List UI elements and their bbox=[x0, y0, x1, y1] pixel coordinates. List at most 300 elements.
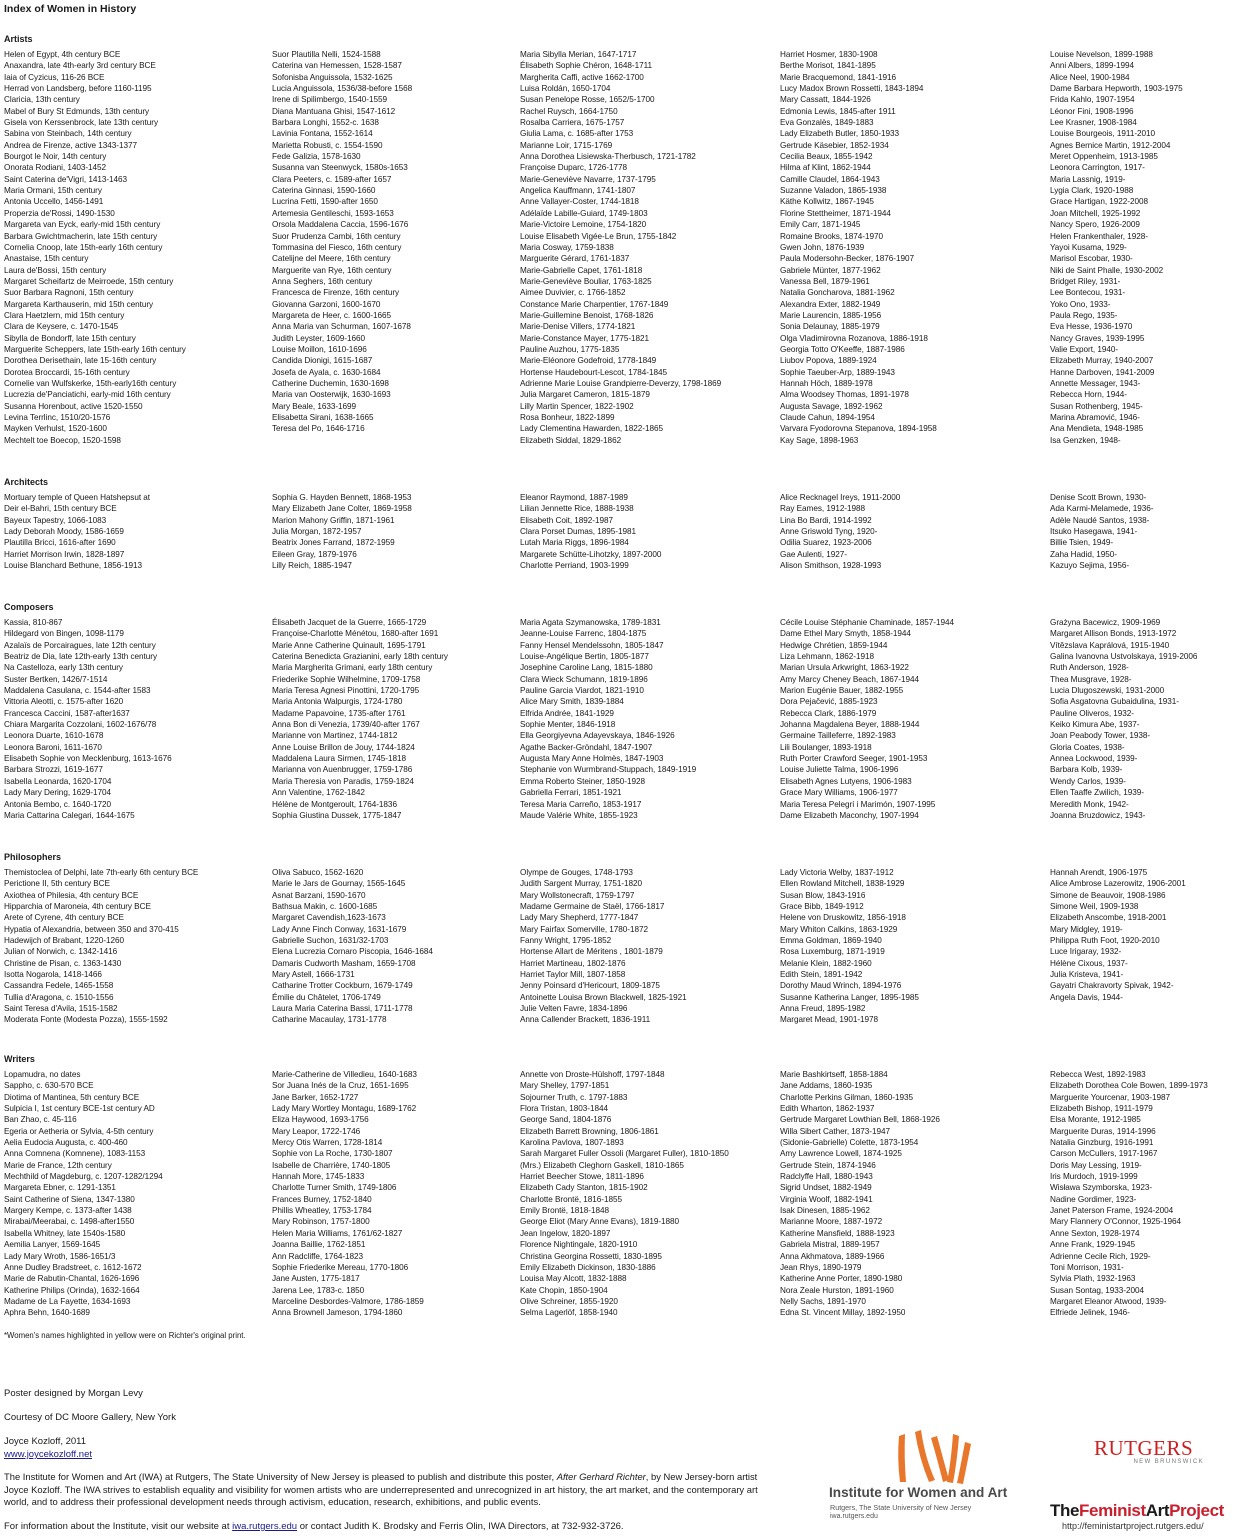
index-entry: Ada Karmi-Melamede, 1936- bbox=[1050, 504, 1154, 514]
index-entry: Beatrix Jones Farrand, 1872-1959 bbox=[272, 538, 395, 548]
index-entry: Julian of Norwich, c. 1342-1416 bbox=[4, 947, 118, 957]
index-entry: Maria Teresa Agnesi Pinottini, 1720-1795 bbox=[272, 686, 420, 696]
index-entry: Gertrude Margaret Lowthian Bell, 1868-1926 bbox=[780, 1115, 940, 1125]
index-entry: Susanna van Steenwyck, 1580s-1653 bbox=[272, 163, 408, 173]
index-entry: Marie Bashkirtseff, 1858-1884 bbox=[780, 1070, 888, 1079]
institute-website-link[interactable]: iwa.rutgers.edu bbox=[232, 1521, 298, 1532]
feminist-art-project-logo bbox=[1050, 1501, 1224, 1531]
index-entry: Maria Cosway, 1759-1838 bbox=[520, 242, 614, 252]
index-entry: Pauline Garcia Viardot, 1821-1910 bbox=[520, 686, 644, 696]
index-entry: Marie-Catherine de Villedieu, 1640-1683 bbox=[272, 1070, 417, 1079]
index-entry: (Mrs.) Elizabeth Cleghorn Gaskell, 1810-1865 bbox=[520, 1160, 684, 1170]
index-entry: Charlotte Perkins Gilman, 1860-1935 bbox=[780, 1092, 913, 1102]
index-entry: Fanny Hensel Mendelssohn, 1805-1847 bbox=[520, 640, 664, 650]
index-entry: Margareta Ebner, c. 1291-1351 bbox=[4, 1183, 116, 1193]
index-entry: Marie-Constance Mayer, 1775-1821 bbox=[520, 333, 650, 343]
index-entry: Niki de Saint Phalle, 1930-2002 bbox=[1050, 265, 1164, 275]
index-entry: Annea Lockwood, 1939- bbox=[1050, 754, 1138, 764]
index-entry: Barbara Gwichtmacherin, late 15th century bbox=[4, 231, 158, 241]
index-entry: Marie le Jars de Gournay, 1565-1645 bbox=[272, 879, 406, 889]
index-column bbox=[1050, 617, 1232, 821]
index-entry: Helen of Egypt, 4th century BCE bbox=[4, 50, 121, 59]
page-title: Index of Women in History bbox=[4, 3, 137, 15]
writers-columns bbox=[4, 1069, 1232, 1319]
index-entry: Plautilla Bricci, 1616-after 1690 bbox=[4, 538, 116, 548]
index-column bbox=[780, 492, 1050, 571]
index-entry: Lucia Anguissola, 1536/38-before 1568 bbox=[272, 84, 413, 94]
index-column bbox=[1050, 867, 1232, 1026]
index-entry: Louise Bourgeois, 1911-2010 bbox=[1050, 129, 1156, 139]
index-entry: Constance Marie Charpentier, 1767-1849 bbox=[520, 299, 669, 309]
index-entry: Marie de France, 12th century bbox=[4, 1160, 112, 1170]
index-entry: Lee Krasner, 1908-1984 bbox=[1050, 118, 1137, 128]
index-entry: Sigrid Undset, 1882-1949 bbox=[780, 1183, 872, 1193]
index-entry: Vítězslava Kaprálová, 1915-1940 bbox=[1050, 640, 1170, 650]
index-entry: Melanie Klein, 1882-1960 bbox=[780, 958, 872, 968]
index-entry: Radclyffe Hall, 1880-1943 bbox=[780, 1172, 873, 1182]
index-entry: Camille Claudel, 1864-1943 bbox=[780, 174, 880, 184]
index-entry: Lucrezia de'Panciatichi, early-mid 16th century bbox=[4, 390, 171, 400]
index-entry: Clara Porset Dumas, 1895-1981 bbox=[520, 527, 636, 537]
index-entry: Sophie Menter, 1846-1918 bbox=[520, 720, 616, 730]
index-entry: Carson McCullers, 1917-1967 bbox=[1050, 1149, 1158, 1159]
index-entry: Lady Anne Finch Conway, 1631-1679 bbox=[272, 924, 407, 934]
index-entry: Elizabeth Bishop, 1911-1979 bbox=[1050, 1104, 1153, 1114]
index-entry: Lina Bo Bardi, 1914-1992 bbox=[780, 515, 872, 525]
index-entry: Lilly Reich, 1885-1947 bbox=[272, 561, 352, 571]
rutgers-subtitle: NEW BRUNSWICK bbox=[1133, 1459, 1204, 1465]
index-entry: Odilia Suarez, 1923-2006 bbox=[780, 538, 872, 548]
index-entry: Anaxandra, late 4th-early 3rd century BCE bbox=[4, 61, 156, 71]
index-entry: Isa Genzken, 1948- bbox=[1050, 435, 1121, 445]
index-entry: Dame Elizabeth Maconchy, 1907-1994 bbox=[780, 810, 919, 820]
index-entry: Olga Vladimirovna Rozanova, 1886-1918 bbox=[780, 333, 928, 343]
iwa-url: iwa.rutgers.edu bbox=[830, 1513, 878, 1520]
index-entry: Margareta van Eyck, early-mid 15th century bbox=[4, 220, 161, 230]
index-entry: Alexandra Exter, 1882-1949 bbox=[780, 299, 881, 309]
index-entry: Elisabetta Sirani, 1638-1665 bbox=[272, 413, 374, 422]
index-entry: Marianne Moore, 1887-1972 bbox=[780, 1217, 883, 1227]
index-entry: Mechthild of Magdeburg, c. 1207-1282/1294 bbox=[4, 1172, 163, 1182]
index-entry: Marguerite Duras, 1914-1996 bbox=[1050, 1126, 1156, 1136]
index-entry: Margherita Caffi, active 1662-1700 bbox=[520, 72, 644, 82]
fap-name-part-3: Art bbox=[1145, 1501, 1170, 1520]
index-entry: Doris May Lessing, 1919- bbox=[1050, 1160, 1142, 1170]
index-entry: Lilly Martin Spencer, 1822-1902 bbox=[520, 401, 634, 411]
index-entry: Sophie Taeuber-Arp, 1889-1943 bbox=[780, 367, 895, 377]
index-entry: Edith Stein, 1891-1942 bbox=[780, 970, 863, 980]
index-entry: Margaret Mead, 1901-1978 bbox=[780, 1015, 879, 1025]
index-entry: Jane Barker, 1652-1727 bbox=[272, 1092, 359, 1102]
index-entry: Billie Tsien, 1949- bbox=[1050, 538, 1114, 548]
index-entry: Gae Aulenti, 1927- bbox=[780, 549, 847, 559]
index-entry: Azalaïs de Porcairagues, late 12th century bbox=[4, 640, 156, 650]
index-entry: Olive Schreiner, 1855-1920 bbox=[520, 1296, 618, 1306]
index-entry: Elisabeth Agnes Lutyens, 1906-1983 bbox=[780, 776, 912, 786]
index-entry: Meredith Monk, 1942- bbox=[1050, 799, 1129, 809]
index-entry: Eileen Gray, 1879-1976 bbox=[272, 549, 357, 559]
index-entry: Friederike Sophie Wilhelmine, 1709-1758 bbox=[272, 674, 421, 684]
index-entry: Laura Maria Caterina Bassi, 1711-1778 bbox=[272, 1004, 413, 1014]
index-entry: Antonia Uccello, 1456-1491 bbox=[4, 197, 104, 207]
index-entry: Adrienne Marie Louise Grandpierre-Deverzy, 1798-1869 bbox=[520, 378, 722, 388]
index-entry: Itsuko Hasegawa, 1941- bbox=[1050, 527, 1138, 537]
index-entry: Maria Antonia Walpurgis, 1724-1780 bbox=[272, 697, 403, 707]
index-entry: Saint Catherine of Siena, 1347-1380 bbox=[4, 1194, 135, 1204]
index-entry: Anne Frank, 1929-1945 bbox=[1050, 1240, 1135, 1250]
index-entry: Clara Peeters, c. 1589-after 1657 bbox=[272, 174, 392, 184]
index-entry: Galina Ivanovna Ustvolskaya, 1919-2006 bbox=[1050, 652, 1198, 662]
index-entry: Hedwige Chrétien, 1859-1944 bbox=[780, 640, 888, 650]
index-entry: Caterina van Hemessen, 1528-1587 bbox=[272, 61, 402, 71]
index-entry: Andrea de Firenze, active 1343-1377 bbox=[4, 140, 137, 150]
index-entry: Katherine Anne Porter, 1890-1980 bbox=[780, 1274, 903, 1284]
index-entry: Janet Paterson Frame, 1924-2004 bbox=[1050, 1206, 1174, 1216]
index-entry: Marietta Robusti, c. 1554-1590 bbox=[272, 140, 383, 150]
index-entry: Mary Whiton Calkins, 1863-1929 bbox=[780, 924, 898, 934]
section-title-writers: Writers bbox=[4, 1054, 35, 1064]
index-entry: Hortense Haudebourt-Lescot, 1784-1845 bbox=[520, 367, 667, 377]
index-entry: Liubov Popova, 1889-1924 bbox=[780, 356, 877, 366]
index-entry: Thea Musgrave, 1928- bbox=[1050, 674, 1132, 684]
index-entry: Kate Chopin, 1850-1904 bbox=[520, 1285, 608, 1295]
index-entry: Louise-Angélique Bertin, 1805-1877 bbox=[520, 652, 649, 662]
index-entry: Edith Wharton, 1862-1937 bbox=[780, 1104, 875, 1114]
index-entry: Ban Zhao, c. 45-116 bbox=[4, 1115, 77, 1125]
index-entry: Augusta Savage, 1892-1962 bbox=[780, 401, 883, 411]
index-entry: Lili Boulanger, 1893-1918 bbox=[780, 742, 872, 752]
index-entry: Maria Sibylla Merian, 1647-1717 bbox=[520, 50, 637, 59]
index-entry: Angelica Kauffmann, 1741-1807 bbox=[520, 186, 636, 196]
index-entry: Lee Bontecou, 1931- bbox=[1050, 288, 1126, 298]
index-entry: Elizabeth Dorothea Cole Bowen, 1899-1973 bbox=[1050, 1081, 1208, 1091]
index-entry: Barbara Strozzi, 1619-1677 bbox=[4, 765, 103, 775]
index-entry: Hannah More, 1745-1833 bbox=[272, 1172, 365, 1182]
index-entry: Leonora Carrington, 1917- bbox=[1050, 163, 1145, 173]
index-entry: Christine de Pisan, c. 1363-1430 bbox=[4, 958, 122, 968]
index-entry: Ana Mendieta, 1948-1985 bbox=[1050, 424, 1144, 434]
index-entry: Lady Mary Wroth, 1586-1651/3 bbox=[4, 1251, 116, 1261]
index-entry: Gwen John, 1876-1939 bbox=[780, 242, 865, 252]
index-entry: Nora Zeale Hurston, 1891-1960 bbox=[780, 1285, 894, 1295]
index-entry: Helen Frankenthaler, 1928- bbox=[1050, 231, 1148, 241]
index-entry: Kay Sage, 1898-1963 bbox=[780, 435, 859, 445]
index-entry: Suor Barbara Ragnoni, 15th century bbox=[4, 288, 134, 298]
index-entry: Damaris Cudworth Masham, 1659-1708 bbox=[272, 958, 416, 968]
index-column bbox=[1050, 1069, 1232, 1319]
index-entry: Onorata Rodiani, 1403-1452 bbox=[4, 163, 107, 173]
index-entry: Mary Astell, 1666-1731 bbox=[272, 970, 355, 980]
index-entry: Christina Georgina Rossetti, 1830-1895 bbox=[520, 1251, 662, 1261]
index-entry: Phillis Wheatley, 1753-1784 bbox=[272, 1206, 372, 1216]
section-title-composers: Composers bbox=[4, 602, 54, 612]
section-title-architects: Architects bbox=[4, 477, 49, 487]
index-entry: Levina Terrlinc, 1510/20-1576 bbox=[4, 413, 111, 422]
index-entry: Hélène de Montgeroult, 1764-1836 bbox=[272, 799, 397, 809]
index-entry: Annette Messager, 1943- bbox=[1050, 378, 1141, 388]
index-entry: Dorotea Broccardi, 15-16th century bbox=[4, 367, 130, 377]
index-entry: Marianne von Martinez, 1744-1812 bbox=[272, 731, 398, 741]
index-entry: Madame de La Fayette, 1634-1693 bbox=[4, 1296, 131, 1306]
index-entry: Käthe Kollwitz, 1867-1945 bbox=[780, 197, 874, 207]
index-entry: Marie-Guillemine Benoist, 1768-1826 bbox=[520, 310, 654, 320]
index-entry: Candida Dionigi, 1615-1687 bbox=[272, 356, 373, 366]
index-column bbox=[780, 49, 1050, 446]
artist-website-link[interactable]: www.joycekozloff.net bbox=[4, 1449, 93, 1460]
index-entry: Margareta Karthauserin, mid 15th century bbox=[4, 299, 154, 309]
index-entry: Aemilia Lanyer, 1569-1645 bbox=[4, 1240, 101, 1250]
index-entry: Saint Teresa d'Avila, 1515-1582 bbox=[4, 1004, 118, 1014]
index-entry: Dorothy Maud Wrinch, 1894-1976 bbox=[780, 981, 902, 991]
index-entry: Françoise Duparc, 1726-1778 bbox=[520, 163, 627, 173]
index-entry: Marguerite van Rye, 16th century bbox=[272, 265, 392, 275]
index-entry: Lady Mary Dering, 1629-1704 bbox=[4, 788, 111, 798]
index-entry: Berthe Morisot, 1841-1895 bbox=[780, 61, 876, 71]
fap-name-part-4: Project bbox=[1169, 1501, 1224, 1520]
index-entry: Alice Neel, 1900-1984 bbox=[1050, 72, 1130, 82]
index-entry: Margaret Allison Bonds, 1913-1972 bbox=[1050, 629, 1177, 639]
index-entry: Dame Barbara Hepworth, 1903-1975 bbox=[1050, 84, 1183, 94]
index-entry: Caterina Ginnasi, 1590-1660 bbox=[272, 186, 376, 196]
index-entry: Maude Valérie White, 1855-1923 bbox=[520, 810, 638, 820]
index-entry: Joanna Baillie, 1762-1851 bbox=[272, 1240, 366, 1250]
index-entry: Nelly Sachs, 1891-1970 bbox=[780, 1296, 866, 1306]
index-entry: Suster Bertken, 1426/7-1514 bbox=[4, 674, 108, 684]
index-entry: Ann Radcliffe, 1764-1823 bbox=[272, 1251, 364, 1261]
index-entry: Harriet Beecher Stowe, 1811-1896 bbox=[520, 1172, 644, 1182]
index-entry: Élisabeth Sophie Chéron, 1648-1711 bbox=[520, 61, 652, 71]
index-column bbox=[4, 867, 272, 1026]
index-entry: Marion Eugénie Bauer, 1882-1955 bbox=[780, 686, 904, 696]
index-entry: Cornelie van Wulfskerke, 15th-early16th century bbox=[4, 378, 177, 388]
index-entry: Judith Sargent Murray, 1751-1820 bbox=[520, 879, 643, 889]
index-entry: Catharine Macaulay, 1731-1778 bbox=[272, 1015, 387, 1025]
index-entry: Maddalena Laura Sirmen, 1745-1818 bbox=[272, 754, 406, 764]
index-entry: Anna Maria van Schurman, 1607-1678 bbox=[272, 322, 411, 332]
index-entry: Marie de Rabutin-Chantal, 1626-1696 bbox=[4, 1274, 140, 1284]
contact-text-2: or contact Judith K. Brodsky and Ferris Olin, IWA Directors, at 732-932-3726. bbox=[297, 1521, 624, 1532]
index-entry: Margarete Schütte-Lihotzky, 1897-2000 bbox=[520, 549, 662, 559]
index-entry: Susan Sontag, 1933-2004 bbox=[1050, 1285, 1144, 1295]
index-entry: Lavinia Fontana, 1552-1614 bbox=[272, 129, 373, 139]
index-entry: Fanny Wright, 1795-1852 bbox=[520, 936, 612, 946]
index-entry: Catherine Duchemin, 1630-1698 bbox=[272, 378, 389, 388]
index-entry: Bourgot le Noir, 14th century bbox=[4, 152, 107, 162]
index-entry: Lucrina Fetti, 1590-after 1650 bbox=[272, 197, 378, 207]
index-entry: Grażyna Bacewicz, 1909-1969 bbox=[1050, 618, 1161, 627]
index-entry: Marie Bracquemond, 1841-1916 bbox=[780, 72, 897, 82]
index-entry: Lady Mary Wortley Montagu, 1689-1762 bbox=[272, 1104, 417, 1114]
index-entry: Amy Marcy Cheney Beach, 1867-1944 bbox=[780, 674, 919, 684]
index-entry: Isotta Nogarola, 1418-1466 bbox=[4, 970, 102, 980]
index-entry: Sor Juana Inés de la Cruz, 1651-1695 bbox=[272, 1081, 409, 1091]
index-entry: Moderata Fonte (Modesta Pozza), 1555-1592 bbox=[4, 1015, 168, 1025]
index-entry: Hilma af Klint, 1862-1944 bbox=[780, 163, 871, 173]
index-entry: Egeria or Aetheria or Sylvia, 4-5th century bbox=[4, 1126, 154, 1136]
index-entry: Anne Sexton, 1928-1974 bbox=[1050, 1228, 1140, 1238]
index-entry: Charlotte Perriand, 1903-1999 bbox=[520, 561, 629, 571]
index-entry: Grace Hartigan, 1922-2008 bbox=[1050, 197, 1148, 207]
index-column bbox=[4, 492, 272, 571]
index-entry: Nadine Gordimer, 1923- bbox=[1050, 1194, 1137, 1204]
index-entry: Ray Eames, 1912-1988 bbox=[780, 504, 866, 514]
index-entry: Gayatri Chakravorty Spivak, 1942- bbox=[1050, 981, 1174, 991]
index-entry: Maria Theresia von Paradis, 1759-1824 bbox=[272, 776, 414, 786]
index-entry: Keiko Kimura Abe, 1937- bbox=[1050, 720, 1140, 730]
index-column bbox=[272, 867, 520, 1026]
index-entry: Nancy Spero, 1926-2009 bbox=[1050, 220, 1140, 230]
index-entry: Aphra Behn, 1640-1689 bbox=[4, 1308, 90, 1318]
index-entry: Emily Elizabeth Dickinson, 1830-1886 bbox=[520, 1262, 656, 1272]
index-entry: Sofia Asgatovna Gubaidulina, 1931- bbox=[1050, 697, 1179, 707]
index-entry: Maria Teresa Pelegrí i Marimón, 1907-1995 bbox=[780, 799, 936, 809]
index-entry: Hélène Cixous, 1937- bbox=[1050, 958, 1128, 968]
index-entry: Edmonia Lewis, 1845-after 1911 bbox=[780, 106, 896, 116]
index-entry: Marie-Eléonore Godefroid, 1778-1849 bbox=[520, 356, 657, 366]
index-entry: Caterina Benedicta Grazianini, early 18th century bbox=[272, 652, 448, 662]
index-entry: Elsa Morante, 1912-1985 bbox=[1050, 1115, 1141, 1125]
index-entry: Asnat Barzani, 1590-1670 bbox=[272, 890, 366, 900]
index-entry: Anne Louise Brillon de Jouy, 1744-1824 bbox=[272, 742, 415, 752]
poster bbox=[4, 0, 1232, 1536]
index-entry: Isabella Leonarda, 1620-1704 bbox=[4, 776, 112, 786]
index-entry: Josephine Caroline Lang, 1815-1880 bbox=[520, 663, 653, 673]
index-entry: Teresa del Po, 1646-1716 bbox=[272, 424, 365, 434]
index-entry: Jean Rhys, 1890-1979 bbox=[780, 1262, 862, 1272]
index-entry: Antonia Bembo, c. 1640-1720 bbox=[4, 799, 111, 809]
index-entry: Cécile Louise Stéphanie Chaminade, 1857-1944 bbox=[780, 618, 954, 627]
index-entry: Emily Carr, 1871-1945 bbox=[780, 220, 861, 230]
index-entry: Sophia G. Hayden Bennett, 1868-1953 bbox=[272, 493, 412, 502]
index-entry: Mechtelt toe Boecop, 1520-1598 bbox=[4, 435, 121, 445]
index-entry: Angela Davis, 1944- bbox=[1050, 992, 1123, 1002]
index-entry: Gloria Coates, 1938- bbox=[1050, 742, 1125, 752]
index-entry: Dame Ethel Mary Smyth, 1858-1944 bbox=[780, 629, 911, 639]
index-entry: Harriet Hosmer, 1830-1908 bbox=[780, 50, 878, 59]
index-entry: Julie Velten Favre, 1834-1896 bbox=[520, 1004, 628, 1014]
index-entry: Lady Mary Shepherd, 1777-1847 bbox=[520, 913, 639, 923]
index-entry: Louise Nevelson, 1899-1988 bbox=[1050, 50, 1153, 59]
index-entry: Sulpicia I, 1st century BCE-1st century AD bbox=[4, 1104, 155, 1114]
iwa-name: Institute for Women and Art bbox=[829, 1485, 1008, 1500]
index-entry: Claricia, 13th century bbox=[4, 95, 80, 105]
index-entry: Louisa May Alcott, 1832-1888 bbox=[520, 1274, 627, 1284]
index-entry: Emily Brontë, 1818-1848 bbox=[520, 1206, 609, 1216]
index-entry: Margaret Cavendish,1623-1673 bbox=[272, 913, 386, 923]
index-entry: Rosa Bonheur, 1822-1899 bbox=[520, 413, 615, 422]
iwa-logo bbox=[829, 1428, 1039, 1528]
index-entry: Anna Seghers, 16th century bbox=[272, 276, 373, 286]
index-entry: Maddalena Casulana, c. 1544-after 1583 bbox=[4, 686, 151, 696]
index-entry: Themistoclea of Delphi, late 7th-early 6th century BCE bbox=[4, 868, 199, 877]
index-entry: Elfrida Andrée, 1841-1929 bbox=[520, 708, 614, 718]
index-entry: Luisa Roldán, 1650-1704 bbox=[520, 84, 611, 94]
index-entry: Romaine Brooks, 1874-1970 bbox=[780, 231, 883, 241]
index-entry: Saint Caterina de'Vigri, 1413-1463 bbox=[4, 174, 128, 184]
index-entry: Pauline Oliveros, 1932- bbox=[1050, 708, 1134, 718]
index-entry: Mary Beale, 1633-1699 bbox=[272, 401, 357, 411]
index-entry: Louise Blanchard Bethune, 1856-1913 bbox=[4, 561, 143, 571]
index-entry: Anna Comnena (Komnene), 1083-1153 bbox=[4, 1149, 146, 1159]
index-entry: Marianne Loir, 1715-1769 bbox=[520, 140, 613, 150]
index-entry: Rachel Ruysch, 1664-1750 bbox=[520, 106, 618, 116]
index-entry: Lopamudra, no dates bbox=[4, 1070, 81, 1079]
index-entry: Na Castelloza, early 13th century bbox=[4, 663, 123, 673]
index-entry: Rosalba Carriera, 1675-1757 bbox=[520, 118, 625, 128]
index-entry: Alma Woodsey Thomas, 1891-1978 bbox=[780, 390, 909, 400]
index-entry: Louise Elisabeth Vigée-Le Brun, 1755-1842 bbox=[520, 231, 677, 241]
index-entry: Marie-Denise Villers, 1774-1821 bbox=[520, 322, 636, 332]
index-entry: Bayeux Tapestry, 1066-1083 bbox=[4, 515, 107, 525]
index-entry: Cassandra Fedele, 1465-1558 bbox=[4, 981, 114, 991]
index-entry: Eliza Haywood, 1693-1756 bbox=[272, 1115, 369, 1125]
index-column bbox=[520, 492, 780, 571]
index-column bbox=[1050, 49, 1232, 446]
index-entry: Jarena Lee, 1783-c. 1850 bbox=[272, 1285, 365, 1295]
index-entry: Joan Peabody Tower, 1938- bbox=[1050, 731, 1151, 741]
index-entry: Madame Germaine de Staël, 1766-1817 bbox=[520, 902, 665, 912]
index-entry: Francesca de Firenze, 16th century bbox=[272, 288, 400, 298]
index-entry: Cornelia Cnoop, late 15th-early 16th century bbox=[4, 242, 163, 252]
index-entry: Jeanne-Louise Farrenc, 1804-1875 bbox=[520, 629, 647, 639]
index-entry: Gertrude Stein, 1874-1946 bbox=[780, 1160, 876, 1170]
index-entry: Marianna von Auenbrugger, 1759-1786 bbox=[272, 765, 413, 775]
index-entry: Margery Kempe, c. 1373-after 1438 bbox=[4, 1206, 132, 1216]
index-entry: Anna Akhmatova, 1889-1966 bbox=[780, 1251, 885, 1261]
institute-text-2: , by New Jersey-born artist Joyce Kozloff. The IWA strives to establish equality and visibility for women artists who are underrepresented and unrecognized in art history, the art market, and the contemporary art world, and to address their professional development needs through activism, education, research, exhibitions, and public events. bbox=[4, 1471, 758, 1508]
index-entry: Julia Kristeva, 1941- bbox=[1050, 970, 1124, 980]
index-entry: Elizabeth Murray, 1940-2007 bbox=[1050, 356, 1154, 366]
index-entry: Agathe Backer-Gröndahl, 1847-1907 bbox=[520, 742, 653, 752]
index-entry: Barbara Longhi, 1552-c. 1638 bbox=[272, 118, 379, 128]
index-entry: Maria van Oosterwijk, 1630-1693 bbox=[272, 390, 391, 400]
index-entry: Hadewijch of Brabant, 1220-1260 bbox=[4, 936, 124, 946]
index-entry: Liza Lehmann, 1862-1918 bbox=[780, 652, 874, 662]
index-entry: Isabelle de Charrière, 1740-1805 bbox=[272, 1160, 391, 1170]
index-entry: Jenny Poinsard d'Hericourt, 1809-1875 bbox=[520, 981, 660, 991]
index-entry: Jean Ingelow, 1820-1897 bbox=[520, 1228, 611, 1238]
index-column bbox=[4, 49, 272, 446]
index-entry: Marie Anne Catherine Quinault, 1695-1791 bbox=[272, 640, 426, 650]
index-entry: Mercy Otis Warren, 1728-1814 bbox=[272, 1138, 383, 1148]
index-entry: Toni Morrison, 1931- bbox=[1050, 1262, 1124, 1272]
footnote: *Women's names highlighted in yellow were on Richter's original print. bbox=[4, 1331, 246, 1340]
index-entry: Kassia, 810-867 bbox=[4, 618, 63, 627]
index-entry: Irene di Spilimbergo, 1540-1559 bbox=[272, 95, 387, 105]
index-entry: Anni Albers, 1899-1994 bbox=[1050, 61, 1135, 71]
index-entry: Hipparchia of Maroneia, 4th century BCE bbox=[4, 902, 151, 912]
section-title-artists: Artists bbox=[4, 34, 33, 44]
index-entry: Gabriele Münter, 1877-1962 bbox=[780, 265, 881, 275]
index-entry: Kazuyo Sejima, 1956- bbox=[1050, 561, 1130, 571]
index-entry: Arete of Cyrene, 4th century BCE bbox=[4, 913, 124, 923]
index-entry: Lucy Madox Brown Rossetti, 1843-1894 bbox=[780, 84, 924, 94]
index-entry: Eva Gonzalès, 1849-1883 bbox=[780, 118, 874, 128]
index-entry: Marie Laurencin, 1885-1956 bbox=[780, 310, 882, 320]
index-entry: Susan Rothenberg, 1945- bbox=[1050, 401, 1143, 411]
index-entry: Marian Ursula Arkwright, 1863-1922 bbox=[780, 663, 909, 673]
index-entry: Grace Bibb, 1849-1912 bbox=[780, 902, 864, 912]
index-entry: Orsola Maddalena Caccia, 1596-1676 bbox=[272, 220, 409, 230]
index-entry: Agnes Bernice Martin, 1912-2004 bbox=[1050, 140, 1171, 150]
index-entry: Georgia Totto O'Keeffe, 1887-1986 bbox=[780, 344, 905, 354]
index-entry: Alison Smithson, 1928-1993 bbox=[780, 561, 882, 571]
index-entry: Émilie du Châtelet, 1706-1749 bbox=[272, 992, 381, 1002]
index-entry: Sophie Friederike Mereau, 1770-1806 bbox=[272, 1262, 409, 1272]
index-entry: Dorothea Derisethain, late 15-16th century bbox=[4, 356, 157, 366]
index-entry: Sylvia Plath, 1932-1963 bbox=[1050, 1274, 1136, 1284]
index-entry: Grace Mary Williams, 1906-1977 bbox=[780, 788, 898, 798]
